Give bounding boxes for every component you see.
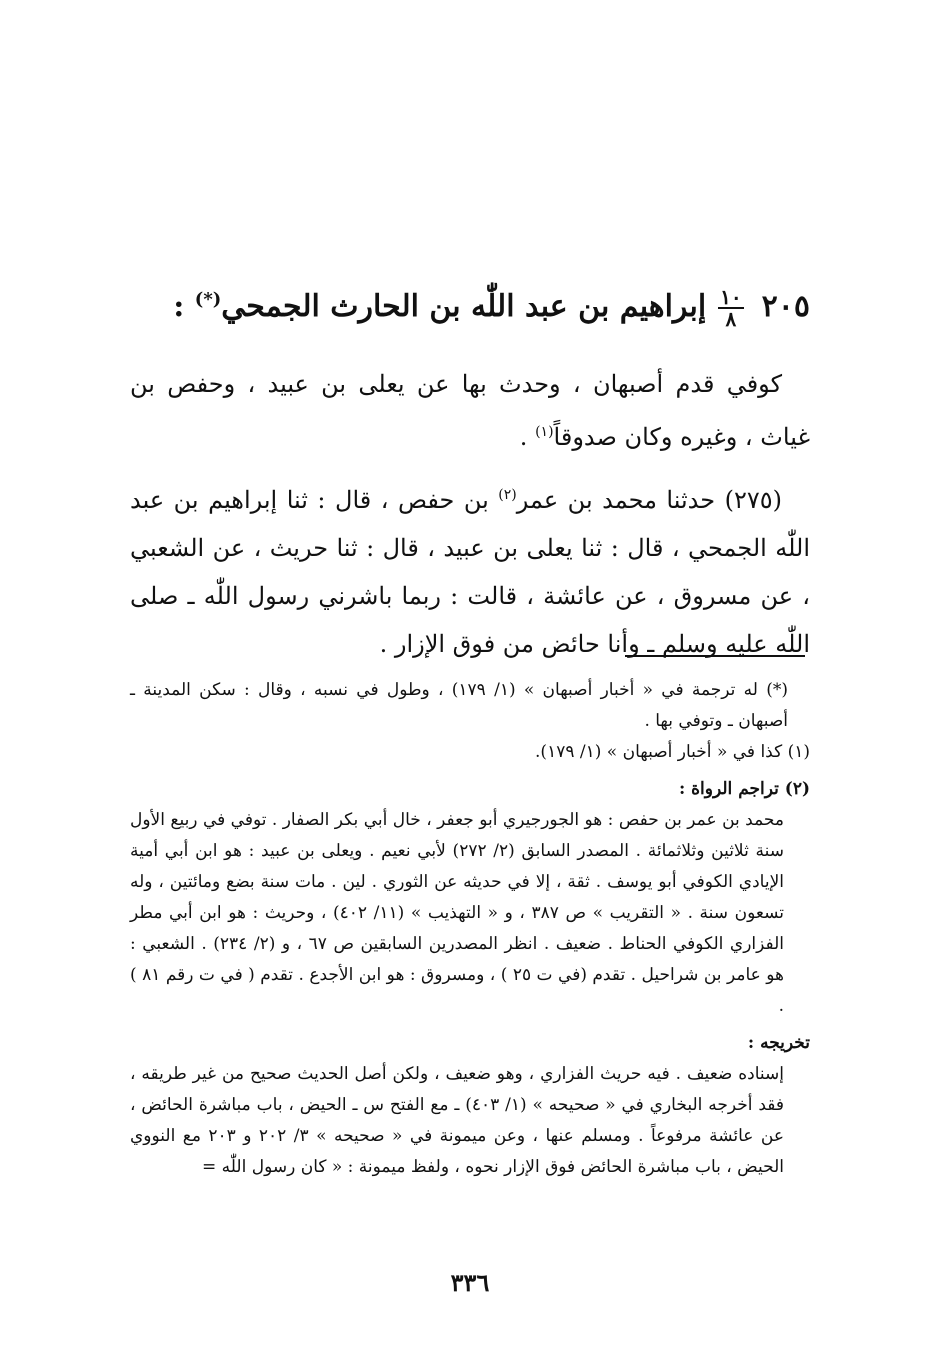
biography-note-mark: (١): [535, 424, 554, 440]
biography-text: كوفي قدم أصبهان ، وحدث بها عن يعلى بن عبيد ، وحفص بن غياث ، وغيره وكان صدوقاً: [130, 370, 810, 451]
fraction-top: ١٠: [720, 285, 742, 309]
footnote-1: (١) كذا في « أخبار أصبهان » (١/ ١٧٩).: [535, 742, 810, 762]
footnote-separator: [625, 655, 805, 657]
footnote-2-heading: (٢) تراجم الرواة :: [678, 779, 810, 799]
entry-heading: [130, 270, 810, 337]
biography-end: .: [519, 423, 536, 451]
main-text: [130, 360, 810, 668]
reference-fraction: [718, 287, 743, 329]
entry-number: ٢٠٥: [761, 289, 810, 324]
biography-paragraph: [130, 360, 810, 461]
narration-start: (٢٧٥) حدثنا محمد بن عمر: [516, 486, 782, 514]
narration-note-mark: (٢): [498, 487, 517, 503]
page-number: ٣٣٦: [450, 1268, 490, 1297]
narration-paragraph: [130, 471, 810, 668]
footnote-star: (*) له ترجمة في « أخبار أصبهان » (١/ ١٧٩) ، وطول في نسبه ، وقال : سكن المدينة ـ أصبهان ـ وتوفي بها .: [130, 680, 789, 731]
heading-colon: :: [173, 289, 185, 324]
entry-title: إبراهيم بن عبد اللّٰه بن الحارث الجمحي: [221, 289, 707, 324]
takhrij-heading: تخريجه :: [747, 1033, 810, 1053]
footnote-2-text: محمد بن عمر بن حفص : هو الجورجيري أبو جعفر ، خال أبي بكر الصفار . توفي في ربيع الأول سنة ثلاثين وثلاثمائة . المصدر السابق (٢/ ٢٧٢) لأبي نعيم . ويعلى بن عبيد : هو ابن أبي أمية الإيادي الكوفي أبو يوسف . ثقة ، إلا في حديثه عن الثوري . لين . مات سنة بضع ومائتين ، وله تسعون سنة . « التقريب » ص ٣٨٧ ، و « التهذيب » (١١/ ٤٠٢) ، وحريث : هو ابن أبي مطر الفزاري الكوفي الحناط . ضعيف . انظر المصدرين السابقين ص ٦٧ ، و (٢/ ٢٣٤) . الشعبي : هو عامر بن شراحيل . تقدم (في ت ٢٥ ) ، ومسروق : هو ابن الأجدع . تقدم ( في ت رقم ٨١ ) .: [130, 810, 785, 1016]
narration-rest: بن حفص ، قال : ثنا إبراهيم بن عبد اللّٰه الجمحي ، قال : ثنا يعلى بن عبيد ، قال : ثنا حريث ، عن الشعبي ، عن مسروق ، عن عائشة ، قالت : ربما باشرني رسول اللّٰه ـ صلى اللّٰه عليه وسلم ـ وأنا حائض من فوق الإزار .: [130, 486, 810, 658]
footnotes: [130, 675, 810, 1183]
fraction-bottom: ٨: [725, 307, 737, 331]
entry-note-mark: (*): [194, 289, 222, 310]
takhrij-text: إسناده ضعيف . فيه حريث الفزاري ، وهو ضعيف ، ولكن أصل الحديث صحيح من غير طريقه ، فقد أخرجه البخاري في « صحيحه » (١/ ٤٠٣) ـ مع الفتح س ـ الحيض ، باب مباشرة الحائض ، عن عائشة مرفوعاً . ومسلم عنها ، وعن ميمونة في « صحيحه » ٣/ ٢٠٢ و ٢٠٣ مع النووي الحيض ، باب مباشرة الحائض فوق الإزار نحوه ، ولفظ ميمونة : « كان رسول اللّٰه =: [130, 1064, 784, 1177]
